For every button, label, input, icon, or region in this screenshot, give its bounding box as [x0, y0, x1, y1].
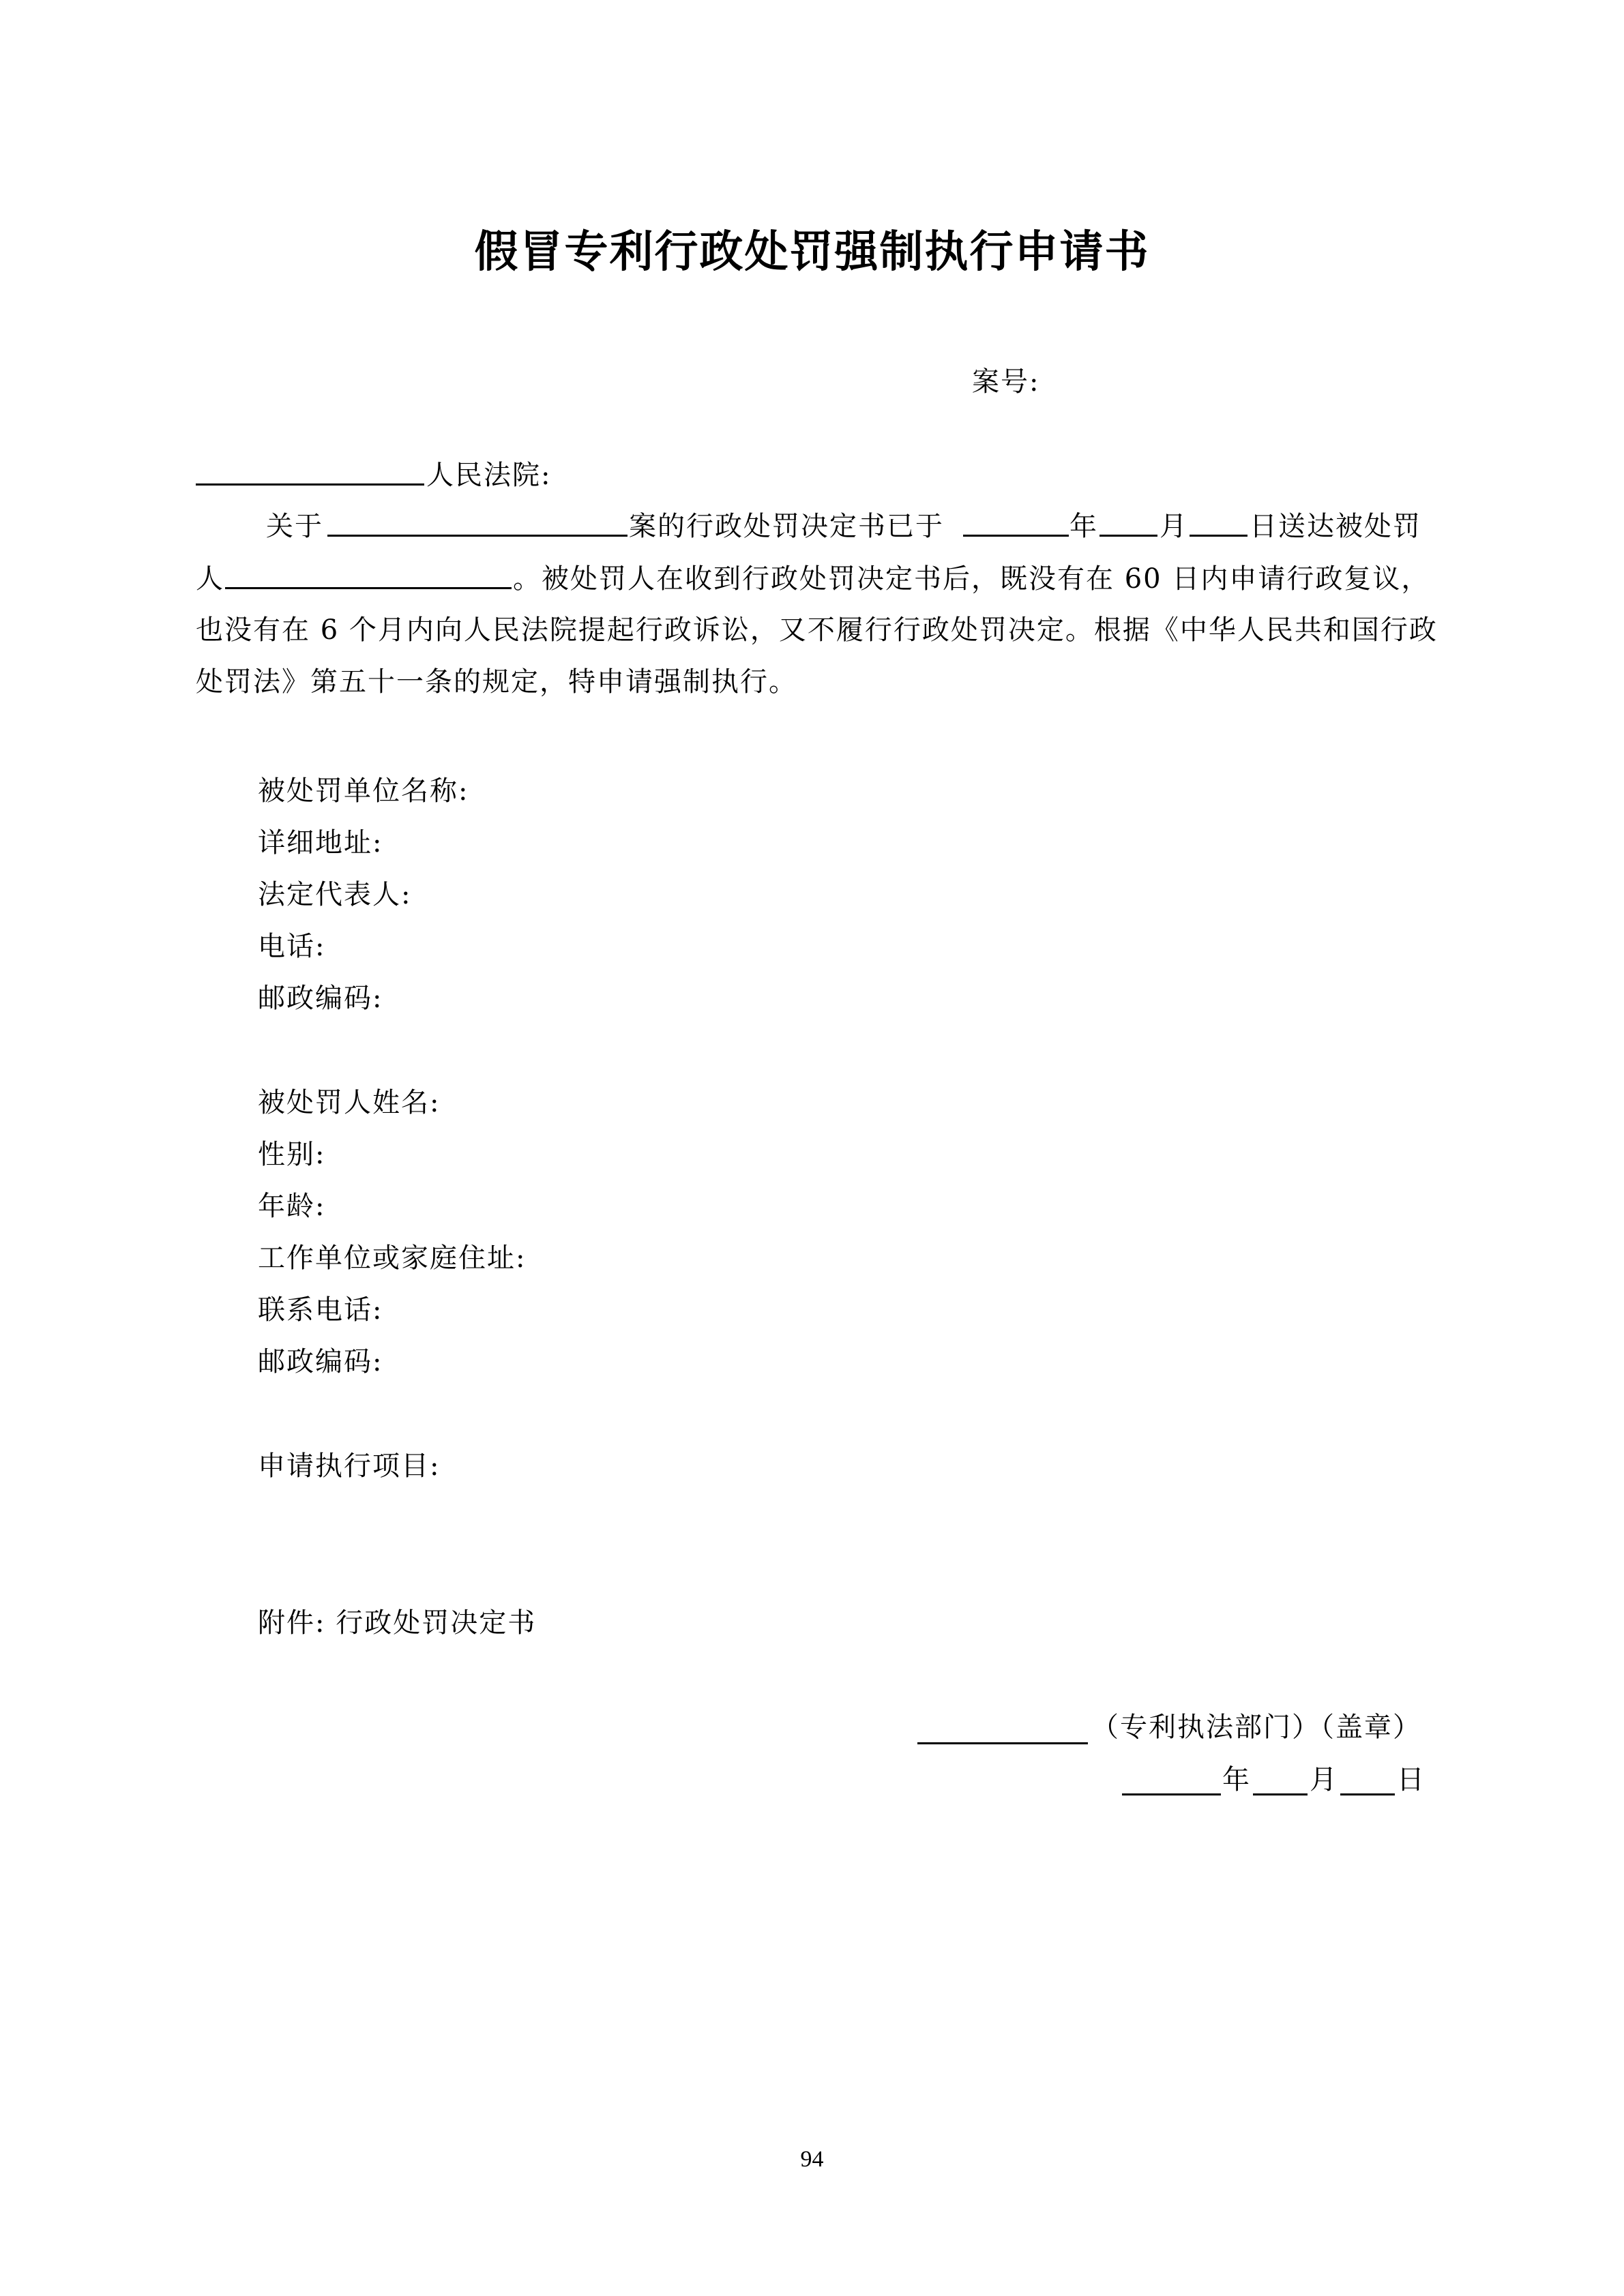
request-items-label: 申请执行项目: [258, 1450, 441, 1482]
workplace-address-field: 工作单位或家庭住址: [258, 1242, 527, 1274]
unit-phone-field: 电话: [258, 931, 326, 962]
document-title: 假冒专利行政处罚强制执行申请书 [474, 227, 1150, 278]
body-text-line2: 。被处罚人在收到行政处罚决定书后，既没有在 60 日内申请行政复议， [513, 563, 1430, 595]
department-seal-label: （专利执法部门）（盖章） [1091, 1712, 1421, 1743]
gender-field: 性别: [258, 1139, 326, 1170]
punished-person-blank[interactable] [225, 587, 512, 589]
case-number-label: 案号: [972, 366, 1040, 398]
body-text-delivered: 日送达被处罚 [1250, 511, 1421, 542]
person-name-field: 被处罚人姓名: [258, 1087, 441, 1118]
legal-representative-field: 法定代表人: [258, 879, 412, 910]
department-blank[interactable] [917, 1742, 1088, 1744]
body-text-line3: 也没有在 6 个月内向人民法院提起行政诉讼，又不履行行政处罚决定。根据《中华人民共和国行政 [196, 614, 1438, 646]
unit-address-field: 详细地址: [258, 827, 383, 859]
year-blank[interactable] [963, 535, 1069, 537]
unit-postcode-field: 邮政编码: [258, 983, 383, 1014]
sign-day-blank[interactable] [1340, 1793, 1395, 1795]
sign-year-blank[interactable] [1122, 1793, 1221, 1795]
court-suffix: 人民法院: [426, 460, 552, 491]
attachment-label: 附件: 行政处罚决定书 [258, 1607, 537, 1639]
contact-phone-field: 联系电话: [258, 1294, 383, 1326]
page-number: 94 [800, 2147, 824, 2172]
person-postcode-field: 邮政编码: [258, 1346, 383, 1377]
day-blank[interactable] [1190, 535, 1247, 537]
month-blank[interactable] [1099, 535, 1157, 537]
age-field: 年龄: [258, 1191, 326, 1222]
sign-month-blank[interactable] [1253, 1793, 1308, 1795]
year-label: 年 [1069, 511, 1098, 542]
body-text-line4: 处罚法》第五十一条的规定，特申请强制执行。 [196, 666, 797, 698]
sign-year-label: 年 [1222, 1764, 1251, 1795]
body-text-person: 人 [196, 563, 224, 595]
sign-month-label: 月 [1310, 1764, 1338, 1795]
body-text-decision: 案的行政处罚决定书已于 [629, 511, 944, 542]
unit-name-field: 被处罚单位名称: [258, 775, 469, 807]
month-label: 月 [1160, 511, 1188, 542]
sign-day-label: 日 [1397, 1764, 1426, 1795]
case-name-blank[interactable] [327, 535, 628, 537]
body-text-about: 关于 [266, 511, 323, 542]
court-name-blank[interactable] [196, 483, 424, 486]
